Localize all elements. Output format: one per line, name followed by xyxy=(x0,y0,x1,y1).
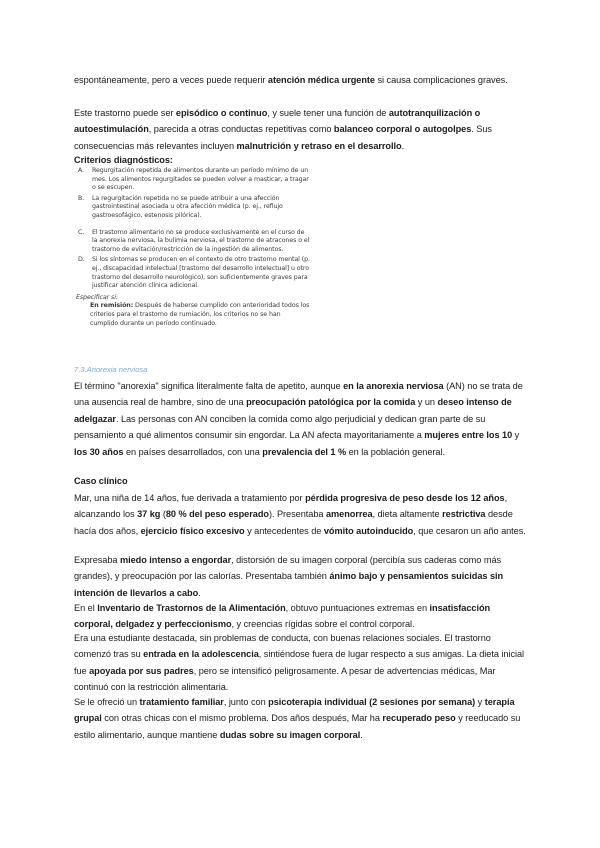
text-run: . xyxy=(401,140,405,151)
text-run: , pero se intensificó peligrosamente. A pesar de advertencias médicas, Mar continuó con la restricción alimentaria. xyxy=(74,665,496,693)
paragraph-case-inventory xyxy=(74,600,526,633)
bold-text: tratamiento familiar xyxy=(139,697,224,707)
paragraph-anorexia-definition xyxy=(74,378,526,460)
text-run: Expresaba xyxy=(74,555,120,565)
bold-text: entrada en la adolescencia xyxy=(143,649,259,660)
text-run: y xyxy=(512,430,520,441)
text-run: y reeducado su estilo alimentario, aunque mantiene xyxy=(74,713,521,740)
criterion-d xyxy=(74,256,310,290)
bold-text: episódico o continuo xyxy=(175,108,268,118)
bold-text: dudas sobre su imagen corporal xyxy=(219,729,361,740)
text-run: desde hacía dos años, xyxy=(74,509,513,536)
bold-text: restrictiva xyxy=(442,509,486,520)
bold-text: insatisfacción corporal, delgadez y perfeccionismo xyxy=(74,603,491,630)
text-run: En el xyxy=(74,603,98,613)
bold-text: 80 % del peso esperado xyxy=(165,509,269,520)
text-run: , y creencias rígidas sobre el control corporal. xyxy=(231,619,415,630)
text-run: , distorsión de su imagen corporal (percibía sus caderas como más grandes), y preocupación por las calorías. Presentaba también xyxy=(74,555,502,582)
text-run: . Sus consecuencias más relevantes incluyen xyxy=(74,124,492,151)
text-run: y xyxy=(475,697,485,707)
bold-text: en la anorexia nerviosa xyxy=(343,381,444,391)
text-run: ( xyxy=(160,509,166,520)
bold-text: apoyada por sus padres xyxy=(89,665,194,676)
text-run: , parecida a otras conductas repetitivas como xyxy=(148,124,334,135)
text-run: (AN) no se trata de una ausencia real de hambre, sino de una xyxy=(74,381,523,408)
text-run: , que cesaron un año antes. xyxy=(413,525,526,536)
criterion-a xyxy=(74,167,310,193)
criterion-text: El trastorno alimentario no se produce exclusivamente en el curso de la anorexia nerviosa, la bulimia nerviosa, el trastorno de atracones o el trastorno de evitación/restricción de la ingestión de alimentos. xyxy=(92,228,310,253)
bold-text: terapia grupal xyxy=(74,697,515,724)
bold-text: deseo intenso de adelgazar xyxy=(74,397,512,424)
bold-text: autotranquilización o autoestimulación xyxy=(74,108,481,135)
paragraph-case-treatment xyxy=(74,694,526,743)
text-run: , junto con xyxy=(223,697,269,707)
bold-text: ánimo bajo y pensamientos suicidas sin intención de llevarlos a cabo xyxy=(74,571,504,598)
specify-remission xyxy=(74,302,310,328)
section-title: 7.3.Anorexia nerviosa xyxy=(74,365,148,374)
criterion-text: Regurgitación repetida de alimentos durante un período mínimo de un mes. Los alimentos regurgitados se pueden volver a masticar, a tragar o se escupen. xyxy=(92,167,309,192)
bold-text: los 30 años xyxy=(74,446,124,457)
criteria-heading: Criterios diagnósticos: xyxy=(74,155,173,165)
case-heading: Caso clínico xyxy=(74,476,128,486)
paragraph-episodic xyxy=(74,105,526,154)
text-run: , y suele tener una función de xyxy=(267,108,389,118)
text-run: Mar, una niña de 14 años, fue derivada a tratamiento por xyxy=(74,493,306,503)
text-run: , alcanzando los xyxy=(74,493,508,520)
text-run: , dieta altamente xyxy=(372,509,443,520)
criterion-text: La regurgitación repetida no se puede atribuir a una afección gastrointestinal asociada u otra afección médica (p. ej., reflujo gastroesofágico, estenosis pilórica). xyxy=(92,194,283,219)
bold-text: mujeres entre los 10 xyxy=(424,430,513,441)
criteria-box xyxy=(74,167,310,328)
text-run: . xyxy=(198,587,201,598)
criterion-letter: A. xyxy=(78,167,84,174)
remission-text: Después de haberse cumplido con anterioridad todos los criterios para el trastorno de rumiación, los criterios no se han cumplido durante un período continuado. xyxy=(90,302,310,327)
bold-text: Inventario de Trastornos de la Alimentación xyxy=(97,603,286,613)
bold-text: preocupación patológica por la comida xyxy=(246,397,416,408)
paragraph-case-fear xyxy=(74,552,526,601)
text-run: , obtuvo puntuaciones extremas en xyxy=(285,603,430,613)
text-run: y antecedentes de xyxy=(244,525,324,536)
criterion-letter: C. xyxy=(78,228,85,236)
text-run: con otras chicas con el mismo problema. Dos años después, Mar ha xyxy=(101,713,383,724)
text-run: . Las personas con AN conciben la comida como algo perjudicial y dedican gran parte de su pensamiento a qué alimentos consumir sin engordar. La AN afecta mayoritariamente a xyxy=(74,413,486,441)
bold-text: ejercicio físico excesivo xyxy=(140,525,245,536)
text-run: si causa complicaciones graves. xyxy=(374,75,508,85)
specify-label: Especificar si: xyxy=(76,293,118,301)
bold-text: 37 kg xyxy=(137,509,161,520)
text-run: Este trastorno puede ser xyxy=(74,108,176,118)
paragraph-case-intro xyxy=(74,490,526,539)
criterion-letter: D. xyxy=(78,256,85,264)
bold-text: atención médica urgente xyxy=(267,75,375,85)
criterion-text: Si los síntomas se producen en el contexto de otro trastorno mental (p. ej., discapacidad intelectual [trastorno del desarrollo intelectual] u otro trastorno del desarrollo neurológico), son suficientemente graves para justificar atención clínica adicional. xyxy=(92,256,310,290)
bold-text: balanceo corporal o autogolpes xyxy=(333,124,472,135)
text-run: ). Presentaba xyxy=(268,509,326,520)
bold-text: malnutrición y retraso en el desarrollo xyxy=(236,140,402,151)
bold-text: miedo intenso a engordar xyxy=(119,555,232,565)
paragraph-case-history xyxy=(74,630,526,696)
bold-text: amenorrea xyxy=(325,509,373,520)
text-run: espontáneamente, pero a veces puede requerir xyxy=(74,75,268,85)
paragraph-complications xyxy=(74,72,526,88)
criterion-letter: B. xyxy=(78,194,85,202)
text-run: El término "anorexia" significa literalmente falta de apetito, aunque xyxy=(74,381,344,391)
bold-text: prevalencia del 1 % xyxy=(262,446,347,457)
bold-text: vómito autoinducido xyxy=(323,525,414,536)
bold-text: pérdida progresiva de peso desde los 12 años xyxy=(305,493,505,503)
bold-text: recuperado peso xyxy=(382,713,456,724)
text-run: Era una estudiante destacada, sin problemas de conducta, con buenas relaciones sociales. El trastorno comenzó tras su xyxy=(74,633,491,660)
text-run: en países desarrollados, con una xyxy=(123,446,263,457)
text-run: en la población general. xyxy=(346,446,445,457)
text-run: y un xyxy=(415,397,438,408)
bold-text: psicoterapia individual (2 sesiones por semana) xyxy=(268,697,476,707)
criterion-c xyxy=(74,229,310,255)
criterion-b xyxy=(74,195,310,221)
text-run: . xyxy=(360,729,363,740)
text-run: Se le ofreció un xyxy=(74,697,140,707)
text-run: , sintiéndose fuera de lugar respecto a sus amigas. La dieta inicial fue xyxy=(74,649,525,676)
remission-term: En remisión: xyxy=(90,302,134,310)
